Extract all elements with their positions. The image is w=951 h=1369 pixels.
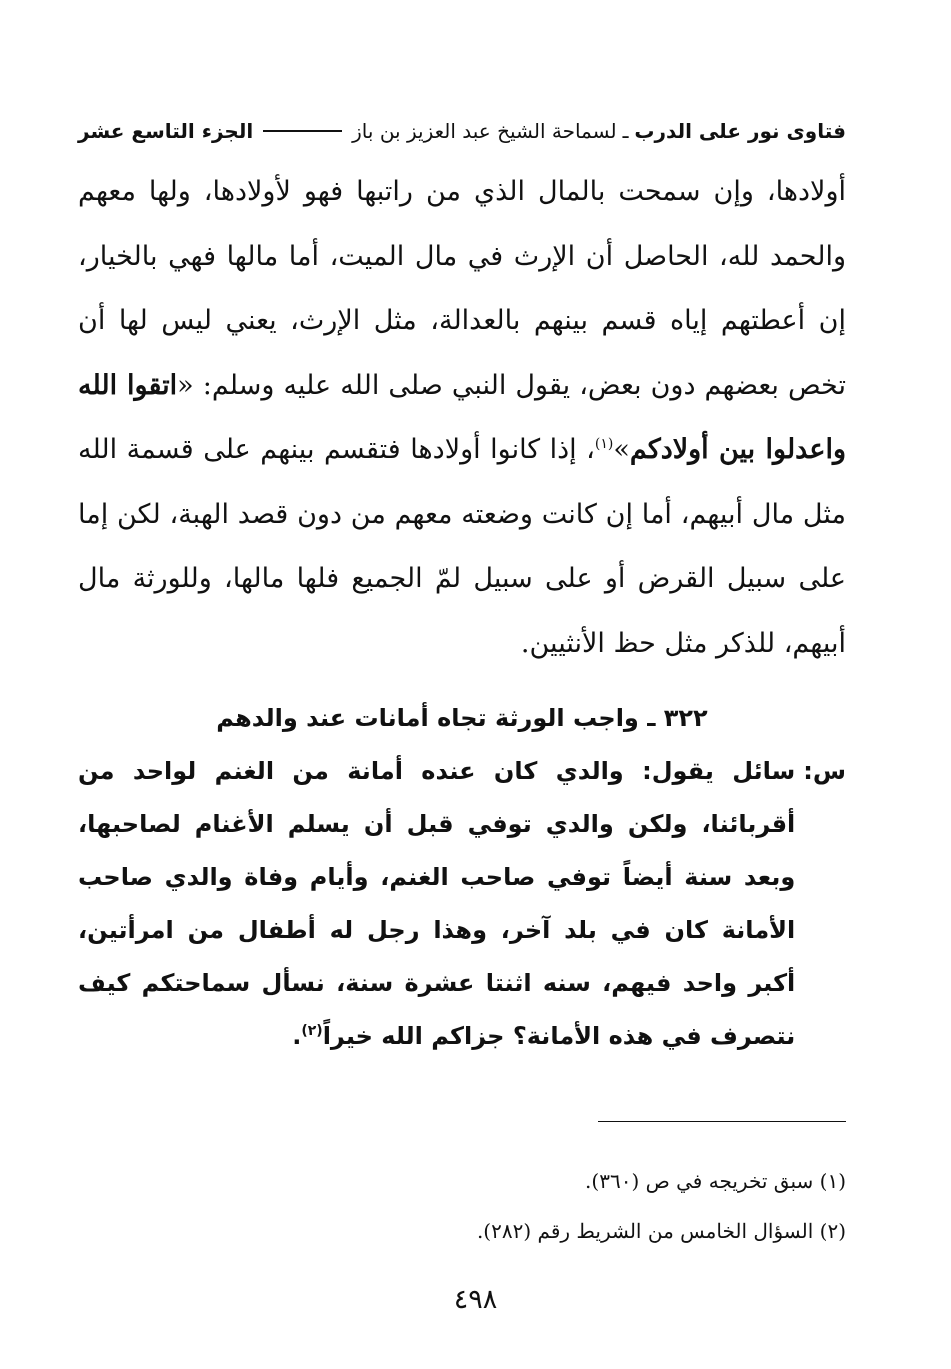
header-rule bbox=[263, 130, 342, 132]
question-end: . bbox=[292, 1022, 302, 1050]
section-heading: ٣٢٢ ـ واجب الورثة تجاه أمانات عند والدهم bbox=[216, 704, 708, 732]
footnote-ref-2[interactable]: (٢) bbox=[301, 1023, 323, 1039]
page-number: ٤٩٨ bbox=[453, 1284, 498, 1315]
running-header bbox=[78, 113, 846, 149]
footnote-ref-1[interactable]: (١) bbox=[594, 436, 614, 452]
text-before-hadith: أولادها، وإن سمحت بالمال الذي من راتبها فهو لأولادها، ولها معهم والحمد لله، الحاصل أن الإرث في مال الميت، أما مالها فهي بالخيار، إن أعطتهم إياه قسم بينهم بالعدالة، مثل الإرث، يعني ليس لها أن تخص بعضهم دون بعض، يقول النبي صلى الله عليه وسلم: « bbox=[78, 176, 846, 401]
question-label: س: bbox=[803, 757, 846, 785]
volume-part: الجزء التاسع عشر bbox=[78, 119, 254, 143]
question-block bbox=[78, 745, 846, 1063]
question-text: سائل يقول: والدي كان عنده أمانة من الغنم لواحد من أقربائنا، ولكن والدي توفي قبل أن يسلم الأغنام لصاحبها، وبعد سنة أيضاً توفي صاحب الغنم، وأيام وفاة والدي صاحب الأمانة كان في بلد آخر، وهذا رجل له أطفال من امرأتين، أكبر واحد فيهم، سنه اثنتا عشرة سنة، نسأل سماحتكم كيف نتصرف في هذه الأمانة؟ جزاكم الله خيراً bbox=[78, 757, 796, 1050]
question-text-wrapper bbox=[78, 745, 795, 1063]
hadith-close-quote: » bbox=[613, 434, 630, 465]
author-name: لسماحة الشيخ عبد العزيز بن باز bbox=[352, 119, 617, 143]
book-title: فتاوى نور على الدرب bbox=[634, 119, 846, 143]
footnote-1: (١) سبق تخريجه في ص (٣٦٠). bbox=[585, 1169, 846, 1193]
footnotes bbox=[78, 1156, 846, 1256]
hadith-quote: اتقوا الله واعدلوا بين أولادكم bbox=[78, 369, 846, 465]
header-dash: ـ bbox=[622, 119, 629, 143]
answer-paragraph bbox=[78, 160, 846, 676]
answer-text bbox=[78, 160, 846, 676]
footnote-separator bbox=[598, 1121, 846, 1122]
footnote-2: (٢) السؤال الخامس من الشريط رقم (٢٨٢). bbox=[476, 1219, 846, 1243]
text-after-hadith: ، إذا كانوا أولادها فتقسم بينهم على قسمة الله مثل مال أبيهم، أما إن كانت وضعته معهم من دون قصد الهبة، لكن إما على سبيل القرض أو على سبيل لمّ الجميع فلها مالها، وللورثة مال أبيهم، للذكر مثل حظ الأنثيين. bbox=[78, 434, 846, 659]
